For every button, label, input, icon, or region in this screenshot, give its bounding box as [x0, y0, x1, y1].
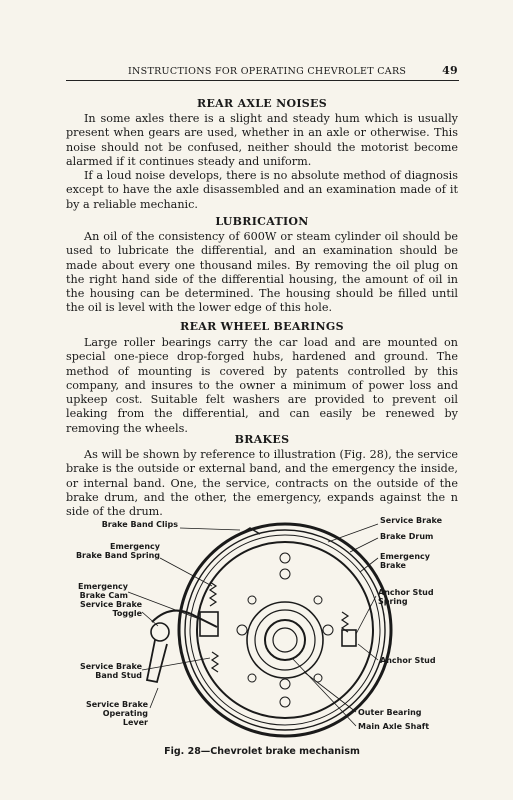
- section-body-lubrication: [66, 230, 458, 316]
- label-emergency-brake-band-spring: Emergency Brake Band Spring: [75, 542, 160, 560]
- label-emergency-brake-cam: Emergency Brake Cam: [78, 582, 128, 600]
- label-service-brake: Service Brake: [380, 516, 443, 525]
- header-rule: [66, 80, 459, 81]
- section-body-brakes: [66, 448, 458, 519]
- label-service-brake-operating-lever: Service Brake Operating Lever: [85, 700, 148, 727]
- section-body-rear-axle-noises: [66, 112, 458, 212]
- label-anchor-stud: Anchor Stud: [380, 656, 436, 665]
- label-anchor-stud-spring: Anchor Stud Spring: [378, 588, 434, 606]
- label-service-brake-toggle: Service Brake Toggle: [79, 600, 142, 618]
- section-heading-rear-wheel-bearings: REAR WHEEL BEARINGS: [180, 320, 344, 333]
- paragraph: Large roller bearings carry the car load and are mounted on special one-piece drop-forged hubs, hardened and ground. The method of mounting is covered by patents controlled by this company, and insures to the owner a minimum of power loss and upkeep cost. Suitable felt washers are provided to prevent oil leaking from the differential, and can easily be renewed by removing the wheels.: [66, 336, 458, 435]
- label-brake-drum: Brake Drum: [380, 532, 434, 541]
- section-heading-brakes: BRAKES: [234, 433, 290, 446]
- label-emergency-brake: Emergency Brake: [380, 552, 430, 570]
- paragraph: As will be shown by reference to illustration (Fig. 28), the service brake is the outside or external band, and the emergency the inside, or internal band. One, the service, contracts on the outside of the brake drum, and the other, the emergency, expands against the n side of the drum.: [66, 448, 458, 519]
- label-service-brake-band-stud: Service Brake Band Stud: [79, 662, 142, 680]
- label-brake-band-clips: Brake Band Clips: [101, 520, 178, 529]
- paragraph: In some axles there is a slight and steady hum which is usually present when gears are used, whether in an axle or otherwise. This noise should not be confused, neither should the motorist become alarmed if it continues steady and uniform.: [66, 112, 458, 168]
- running-head: [68, 64, 458, 80]
- label-main-axle-shaft: Main Axle Shaft: [358, 722, 430, 731]
- section-heading-lubrication: LUBRICATION: [215, 215, 309, 228]
- label-outer-bearing: Outer Bearing: [358, 708, 422, 717]
- brake-mechanism-figure: [60, 512, 460, 744]
- page-number: 49: [442, 64, 458, 77]
- section-heading-rear-axle-noises: REAR AXLE NOISES: [197, 97, 327, 110]
- paragraph: An oil of the consistency of 600W or steam cylinder oil should be used to lubricate the differential, and an examination should be made about every one thousand miles. By removing the oil plug on the right hand side of the differential housing, the amount of oil in the housing can be determined. The housing should be filled until the oil is level with the lower edge of this hole.: [66, 230, 458, 315]
- section-body-rear-wheel-bearings: [66, 336, 458, 436]
- running-title: INSTRUCTIONS FOR OPERATING CHEVROLET CARS: [128, 66, 407, 77]
- paragraph: If a loud noise develops, there is no absolute method of diagnosis except to have the axle disassembled and an examination made of it by a reliable mechanic.: [66, 169, 458, 211]
- figure-caption: Fig. 28—Chevrolet brake mechanism: [164, 746, 360, 757]
